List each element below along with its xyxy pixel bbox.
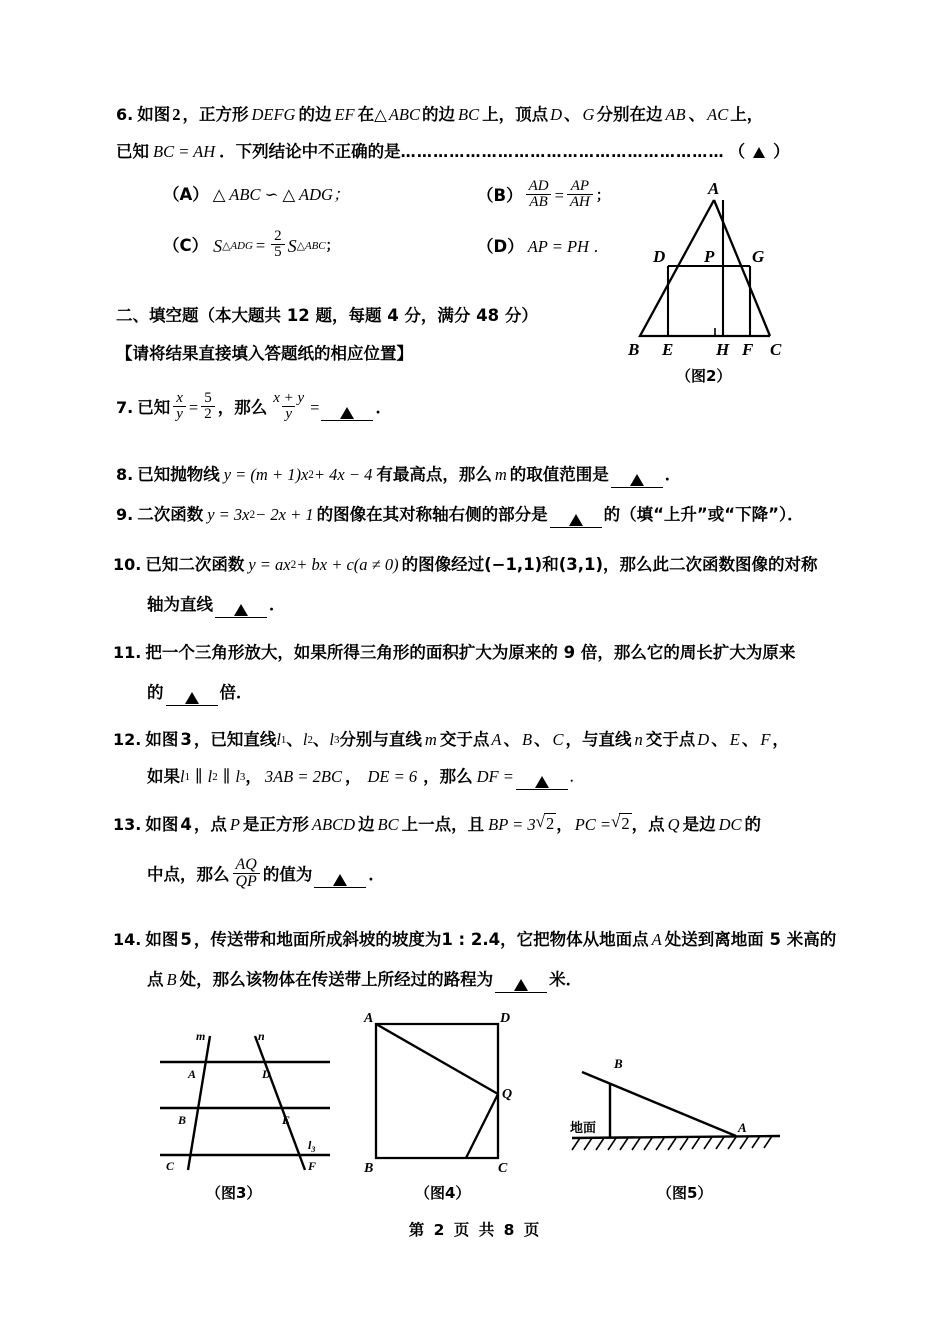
q12-rel-ab-bc: 3AB = 2BC (264, 767, 342, 786)
q6-square-defg: DEFG (251, 105, 296, 124)
q7-eq-1: = (188, 397, 199, 417)
q12-line-l1-sub: 1 (280, 734, 287, 746)
question-13-number: 13. (113, 815, 142, 834)
q12-l1-d: 、 (312, 730, 330, 749)
q12-comma-2: ， (344, 767, 362, 786)
q13-l1-f: ， (556, 815, 573, 834)
option-c-lhs-subscript: △ADG (222, 239, 253, 252)
figure-3 (150, 1022, 340, 1172)
question-8 (116, 460, 681, 490)
q12-l2-pre: 如果 (147, 767, 180, 786)
q6-text-g: 、 (564, 105, 581, 124)
option-b-tail: ； (595, 187, 610, 204)
q12-pt-e: E (729, 730, 740, 749)
q12-parallel-1: ∥ (195, 767, 203, 786)
q8-mid-2: 的取值范围是 (509, 465, 609, 484)
figure-3-caption: （图3） (206, 1184, 262, 1202)
figure-4 (358, 1010, 533, 1175)
section-2-heading: 二、填空题（本大题共 12 题，每题 4 分，满分 48 分） (116, 306, 538, 325)
q7-answer-blank[interactable] (321, 401, 373, 421)
q6-leader-dots: …………………………………………………… (400, 143, 725, 161)
q13-frac-den: QP (233, 873, 260, 890)
q12-line-n: n (634, 730, 643, 749)
question-11-line-2 (147, 678, 253, 708)
q11-line2-pre: 的 (147, 683, 164, 702)
q14-l1-b: ，传送带和地面所成斜坡的坡度为1 : 2.4，它把物体从地面点 (193, 930, 649, 949)
question-11-number: 11. (113, 643, 142, 662)
q7-tail: ． (375, 397, 392, 417)
q7-f1-den: y (173, 406, 186, 422)
q12-pt-d: D (697, 730, 710, 749)
q6-seg-ab: AB (665, 105, 686, 124)
figure-3-label-F: F (308, 1159, 317, 1172)
q7-f3-num: x + y (273, 390, 305, 406)
option-c-fraction (271, 229, 285, 261)
q9-expr-sup: 2 (249, 509, 256, 521)
q13-l1-b: ，点 (193, 815, 227, 834)
q12-line-l3-sub: 3 (333, 734, 340, 746)
q9-expr-b: − 2x + 1 (255, 505, 314, 524)
q6-seg-ac: AC (707, 105, 729, 124)
q10-expr-sup: 2 (290, 559, 297, 571)
question-10-line-1 (113, 550, 818, 580)
q7-fraction-xy (173, 391, 186, 423)
q10-expr-b: + bx + c(a ≠ 0) (296, 555, 399, 574)
q12-de-value: DE = 6 (367, 767, 418, 786)
q12-par-l3: l (235, 767, 240, 786)
q13-answer-blank[interactable] (314, 868, 366, 888)
q8-expr-b: + 4x − 4 (313, 465, 373, 484)
q8-expr-a: y = (m + 1)x (223, 465, 309, 484)
q13-l1-d: 边 (358, 815, 375, 834)
q13-square-abcd: ABCD (311, 815, 356, 834)
figure-4-label-A: A (364, 1011, 374, 1026)
q12-df-label: DF = (476, 767, 514, 786)
q11-line1: 把一个三角形放大，如果所得三角形的面积扩大为原来的 9 倍，那么它的周长扩大为原来 (145, 643, 796, 662)
figure-2-label-P: P (704, 247, 715, 266)
answer-triangle-icon (535, 776, 549, 788)
q12-pt-a: A (491, 730, 502, 749)
question-7-number: 7. (116, 397, 134, 417)
figure-5-label-B: B (614, 1056, 623, 1071)
q13-seg-bc: BC (377, 815, 399, 834)
q13-l2-tail: ． (368, 864, 385, 884)
figure-3-label-E: E (282, 1113, 291, 1127)
option-b-equals: = (554, 185, 564, 205)
option-c-label: （C） (163, 235, 209, 255)
q6-text-i: 、 (688, 105, 706, 124)
option-b-den-2: AH (567, 194, 593, 210)
q7-fraction-xplusy (270, 391, 307, 423)
q12-l1-c: 、 (286, 730, 303, 749)
q9-mid: 的图像在其对称轴右侧的部分是 (316, 505, 548, 524)
q13-l1-i: 的 (744, 815, 761, 834)
option-c-num: 2 (274, 228, 282, 244)
q10-pre: 已知二次函数 (145, 555, 245, 574)
option-c-den: 5 (271, 244, 285, 260)
q6-text-d: 在△ (357, 105, 387, 124)
q12-line-m: m (424, 730, 437, 749)
q12-fig-ref: 3 (180, 730, 192, 749)
q13-l2-mid: 的值为 (262, 864, 313, 884)
option-c-tail: ； (325, 237, 340, 254)
q8-expr-sup: 2 (308, 469, 314, 481)
q9-pre: 二次函数 (137, 505, 204, 524)
answer-triangle-icon (333, 874, 347, 886)
q6-text-c: 的边 (298, 105, 332, 124)
question-9 (116, 500, 804, 530)
q6-seg-bc: BC (458, 105, 480, 124)
question-7 (116, 392, 392, 424)
figure-4-label-B: B (364, 1161, 374, 1175)
q12-l1-g: 、 (503, 730, 520, 749)
q6-text-h: 分别在边 (596, 105, 663, 124)
figure-3-label-A: A (188, 1067, 197, 1081)
q14-answer-blank[interactable] (495, 973, 547, 993)
figure-2-label-A: A (708, 179, 720, 198)
q6-paren-open: （ (728, 142, 746, 161)
q13-l1-c: 是正方形 (242, 815, 309, 834)
q13-sqrt-2-body: 2 (621, 814, 630, 834)
q7-mid: ，那么 (217, 397, 268, 417)
q12-l1-i: ，与直线 (565, 730, 632, 749)
q11-answer-blank[interactable] (166, 686, 218, 706)
q10-tail: ． (269, 595, 286, 614)
question-6-option-b[interactable] (477, 180, 610, 212)
q13-fraction-aq-qp (233, 857, 260, 891)
q14-l2-mid: 处，那么该物体在传送带上所经过的路程为 (179, 970, 494, 989)
q12-pt-c: C (552, 730, 564, 749)
q6-l2-mid: ．下列结论中不正确的是 (219, 142, 401, 161)
q8-tail: ． (664, 465, 682, 484)
figure-5-caption: （图5） (657, 1184, 713, 1202)
q8-answer-blank[interactable] (611, 468, 663, 488)
q9-answer-blank[interactable] (550, 508, 602, 528)
figure-4-svg (358, 1010, 533, 1175)
q12-line-l2: l (302, 730, 308, 749)
answer-triangle-icon (753, 147, 765, 158)
question-6-option-a[interactable] (163, 180, 349, 210)
figure-2-label-B: B (628, 340, 640, 359)
section-2-instruction: 【请将结果直接填入答题纸的相应位置】 (116, 344, 413, 363)
q13-l1-a: 如图 (145, 815, 179, 834)
q6-text-a: 如图 (137, 105, 171, 124)
option-c-equals: = (255, 235, 266, 255)
answer-triangle-icon (234, 604, 248, 616)
figure-2-label-D: D (653, 247, 666, 266)
q6-condition: BC = AH (153, 142, 216, 161)
q13-l2-pre: 中点，那么 (147, 864, 230, 884)
question-14-line-1 (113, 925, 836, 955)
q6-text-f: 上，顶点 (482, 105, 549, 124)
question-6-option-d[interactable] (477, 232, 610, 262)
q6-text-j: 上， (730, 105, 764, 124)
figure-4-caption: （图4） (415, 1184, 471, 1202)
q11-line2-tail: 倍． (219, 683, 253, 702)
q12-answer-blank[interactable] (516, 770, 568, 790)
question-6-line-1 (116, 100, 763, 130)
q10-mid: 的图像经过(−1,1)和(3,1)，那么此二次函数图像的对称 (401, 555, 818, 574)
q7-fraction-52 (201, 391, 215, 423)
question-10-line-2 (147, 590, 286, 620)
option-b-fraction-left (526, 179, 552, 211)
q12-par-l2: l (207, 767, 213, 786)
option-d-text: AP = PH ． (527, 237, 610, 256)
q13-pt-q: Q (667, 815, 680, 834)
question-13-line-1 (113, 810, 761, 840)
q12-par-l1: l (180, 767, 185, 786)
answer-triangle-icon (185, 692, 199, 704)
figure-3-label-C: C (166, 1159, 175, 1172)
q12-l1-m2: ， (772, 730, 789, 749)
question-9-number: 9. (116, 505, 134, 524)
q12-l1-j: 交于点 (645, 730, 696, 749)
q13-frac-num: AQ (235, 856, 257, 873)
option-c-rhs-symbol: S (287, 235, 297, 256)
figure-3-label-D: D (262, 1067, 271, 1081)
q14-pt-b: B (166, 970, 177, 989)
q7-f2-den: 2 (201, 406, 215, 422)
figure-4-label-Q: Q (502, 1087, 513, 1102)
option-d-label: （D） (477, 237, 524, 256)
figure-3-label-m: m (196, 1029, 206, 1043)
figure-2-label-H: H (716, 340, 730, 359)
q12-l1-b: ，已知直线 (193, 730, 277, 749)
answer-triangle-icon (569, 514, 583, 526)
question-10-number: 10. (113, 555, 142, 574)
question-6-option-c[interactable] (163, 230, 340, 262)
q7-f2-num: 5 (204, 390, 212, 406)
figure-5 (566, 1050, 786, 1170)
q12-parallel-2: ∥ (222, 767, 231, 786)
figure-3-label-B: B (178, 1113, 187, 1127)
figure-4-label-D: D (500, 1011, 511, 1026)
q9-expr-a: y = 3x (207, 505, 250, 524)
figure-5-svg (566, 1050, 786, 1170)
q12-l1-l: 、 (741, 730, 759, 749)
q13-sqrt-1-body: 2 (545, 814, 555, 834)
q14-l2-pre: 点 (147, 970, 164, 989)
option-b-den-1: AB (526, 194, 550, 210)
q6-text-b: ，正方形 (182, 105, 249, 124)
q7-f1-num: x (176, 390, 183, 406)
figure-2-label-F: F (742, 340, 754, 359)
question-14-line-2 (147, 965, 582, 995)
option-b-num-1: AD (528, 178, 549, 194)
q6-text-e: 的边 (422, 105, 456, 124)
q8-pre: 已知抛物线 (137, 465, 220, 484)
q6-paren-close: ） (773, 142, 790, 161)
q9-tail: 的（填“上升”或“下降”）． (603, 505, 804, 524)
q12-line-l2-sub: 2 (307, 734, 313, 746)
q6-seg-ef: EF (334, 105, 355, 124)
q12-pt-f: F (760, 730, 771, 749)
q6-fig-ref: 2 (172, 105, 181, 124)
q12-par-l1-sub: 1 (184, 771, 191, 783)
question-6-line-2 (116, 137, 790, 167)
option-a-label: （A） (163, 185, 209, 204)
q10-expr-a: y = ax (248, 555, 291, 574)
figure-2-svg (620, 178, 850, 363)
question-12-line-1 (113, 725, 789, 755)
q13-sqrt-2: √ 2 (611, 812, 630, 834)
q13-seg-dc: DC (718, 815, 742, 834)
q6-pt-d: D (550, 105, 563, 124)
figure-2-caption: （图2） (676, 367, 732, 385)
q14-l2-tail: 米． (549, 970, 583, 989)
q13-bp-value: BP = 3 (488, 815, 536, 834)
q13-l1-e: 上一点，且 (401, 815, 485, 834)
option-b-num-2: AP (570, 178, 590, 194)
q14-fig-ref: 5 (180, 930, 192, 949)
figure-3-label-l3: $l_3$ (308, 1138, 316, 1154)
figure-5-label-ground: 地面 (570, 1121, 597, 1136)
q13-sqrt-1: √ 2 (535, 812, 555, 834)
q7-pre: 已知 (137, 397, 171, 417)
figure-2-label-G: G (752, 247, 765, 266)
option-b-fraction-right (567, 179, 593, 211)
question-14-number: 14. (113, 930, 142, 949)
q13-l1-h: 是边 (682, 815, 716, 834)
question-8-number: 8. (116, 465, 134, 484)
q14-pt-a: A (651, 930, 662, 949)
q12-l1-k: 、 (711, 730, 728, 749)
figure-2-label-C: C (770, 340, 782, 359)
option-a-text: △ ABC ∽ △ ADG； (212, 185, 350, 204)
q6-tri-abc: ABC (388, 105, 421, 124)
q7-f3-den: y (282, 406, 295, 422)
figure-2-label-E: E (662, 340, 674, 359)
q14-l1-c: 处送到离地面 5 米高的 (664, 930, 837, 949)
q14-l1-a: 如图 (145, 930, 179, 949)
q10-answer-blank[interactable] (215, 598, 267, 618)
q12-pt-b: B (521, 730, 533, 749)
q13-fig-ref: 4 (180, 815, 192, 834)
figure-5-label-A: A (738, 1120, 747, 1135)
answer-triangle-icon (514, 979, 528, 991)
q12-line-l1: l (276, 730, 281, 749)
q12-l1-h: 、 (534, 730, 551, 749)
q6-l2-pre: 已知 (116, 142, 149, 161)
question-12-line-2 (147, 762, 582, 792)
answer-triangle-icon (630, 474, 644, 486)
figure-2 (620, 178, 850, 363)
q12-l1-e: 分别与直线 (339, 730, 422, 749)
q7-eq-2: = (310, 397, 320, 417)
q12-comma-3: ，那么 (423, 767, 473, 786)
q13-l1-g: ，点 (631, 815, 665, 834)
page-footer: 第 2 页 共 8 页 (408, 1221, 542, 1239)
figure-3-label-n: n (258, 1029, 265, 1043)
q12-tail: ． (569, 770, 582, 784)
q12-line-l3: l (329, 730, 334, 749)
question-13-line-2 (147, 858, 385, 892)
figure-3-svg (150, 1022, 340, 1172)
option-c-rhs-subscript: △ABC (296, 239, 326, 252)
question-6-number: 6. (116, 105, 134, 124)
q13-pc-value: PC = (574, 815, 612, 834)
q8-mid: 有最高点，那么 (376, 465, 492, 484)
q12-l1-a: 如图 (145, 730, 179, 749)
answer-triangle-icon (340, 407, 354, 419)
q12-par-l2-sub: 2 (212, 771, 218, 783)
option-c-lhs-symbol: S (213, 235, 223, 256)
option-b-label: （B） (477, 185, 523, 205)
q12-l1-f: 交于点 (439, 730, 490, 749)
q13-pt-p: P (229, 815, 240, 834)
figure-4-label-C: C (498, 1161, 508, 1175)
q10-line2: 轴为直线 (147, 595, 213, 614)
q12-comma-1: ， (245, 767, 262, 786)
q6-pt-g: G (582, 105, 595, 124)
question-12-number: 12. (113, 730, 142, 749)
q8-var: m (494, 465, 507, 484)
q12-par-l3-sub: 3 (239, 771, 246, 783)
question-11-line-1 (113, 638, 795, 668)
